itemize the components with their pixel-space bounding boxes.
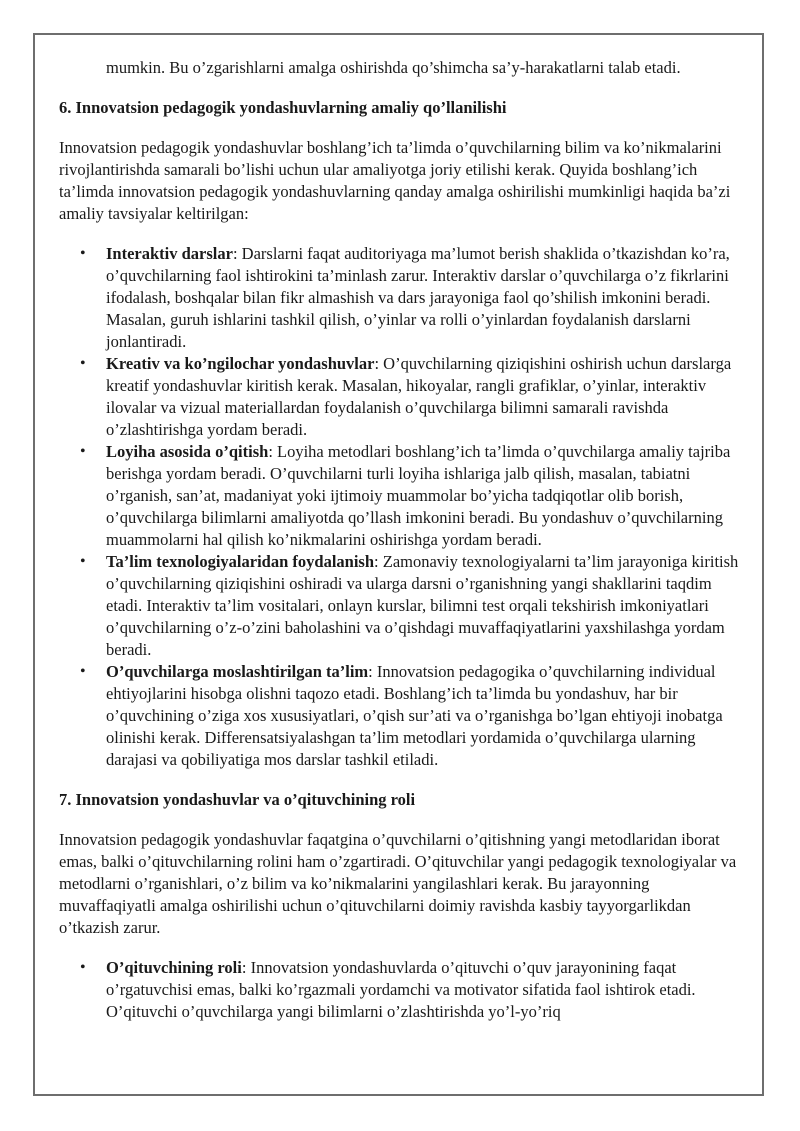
list-item-term: O’quvchilarga moslashtirilgan ta’lim: [106, 662, 369, 681]
section-7-heading: 7. Innovatsion yondashuvlar va o’qituvchining roli: [59, 790, 416, 809]
list-item-term: Interaktiv darslar: [106, 244, 233, 263]
list-item-text: : Innovatsion pedagogika o’quvchilarning individual ehtiyojlarini hisobga olishni taqozo etadi. Boshlang’ich ta’limda bu yondashuv, har bir o’quvchining o’ziga xos xususiyatlari, o’qish sur’ati va o’rganishga bo’lgan ehtiyoji inobatga olinishi kerak. Differensatsiyalashgan ta’lim metodlari yordamida o’quvchilarga ularning darajasi va qobiliyatiga mos darslar tashkil etiladi.: [106, 662, 723, 769]
list-item-text: : Zamonaviy texnologiyalarni ta’lim jarayoniga kiritish o’quvchilarning qiziqishini oshiradi va ularga darsni o’rganishning yangi shakllarini taqdim etadi. Interaktiv ta’lim vositalari, onlayn kurslar, bilimni test orqali tekshirish imkoniyatlari o’quvchilarning o’z-o’zini baholashini va o’qishdagi muvaffaqiyatlarini yaxshilashga yordam beradi.: [106, 552, 739, 659]
list-item: [106, 661, 742, 771]
list-item-term: Loyiha asosida o’qitish: [106, 442, 269, 461]
section-6-list: [59, 243, 742, 771]
section-6-heading: 6. Innovatsion pedagogik yondashuvlarning amaliy qo’llanilishi: [59, 98, 507, 117]
list-item: [106, 441, 742, 551]
list-item-text: : Darslarni faqat auditoriyaga ma’lumot berish shaklida o’tkazishdan ko’ra, o’quvchilarning faol ishtirokini ta’minlash zarur. Interaktiv darslar o’quvchilarga o’z fikrlarini ifodalash, boshqalar bilan fikr almashish va dars jarayoniga faol qo’shilish imkonini beradi. Masalan, guruh ishlarini tashkil qilish, o’yinlar va rolli o’yinlardan foydalanish darslarni jonlantiradi.: [106, 244, 730, 351]
list-item-term: Ta’lim texnologiyalaridan foydalanish: [106, 552, 375, 571]
section-6-intro: Innovatsion pedagogik yondashuvlar boshlang’ich ta’limda o’quvchilarning bilim va ko’nikmalarini rivojlantirishda samarali bo’lishi uchun ular amaliyotga joriy etilishi kerak. Quyida boshlang’ich ta’limda innovatsion pedagogik yondashuvlarning qanday amalga oshirilishi mumkinligi haqida ba’zi amaliy tavsiyalar keltirilgan:: [59, 138, 731, 223]
section-7-intro: Innovatsion pedagogik yondashuvlar faqatgina o’quvchilarni o’qitishning yangi metodlaridan iborat emas, balki o’qituvchilarning rolini ham o’zgartiradi. O’qituvchilar yangi pedagogik texnologiyalar va metodlarni o’rganishlari, o’z bilim va ko’nikmalarini yangilashlari kerak. Bu jarayonning muvaffaqiyatli amalga oshirilishi uchun o’qituvchilarni doimiy ravishda kasbiy tayyorgarlikdan o’tkazish zarur.: [59, 830, 737, 937]
document-body: [59, 57, 742, 1023]
list-item-text: : Loyiha metodlari boshlang’ich ta’limda o’quvchilarga amaliy tajriba berishga yordam beradi. O’quvchilarni turli loyiha ishlariga jalb qilish, masalan, tabiatni o’rganish, san’at, madaniyat yoki ijtimoiy muammolar bo’yicha tadqiqotlar olib borish, o’quvchilarga bilimlarni amaliyotda qo’llash imkonini beradi. Bu yondashuv o’quvchilarning muammolarni hal qilish ko’nikmalarini oshirishga yordam beradi.: [106, 442, 731, 549]
list-item-term: Kreativ va ko’ngilochar yondashuvlar: [106, 354, 375, 373]
list-item-text: : O’quvchilarning qiziqishini oshirish uchun darslarga kreatif yondashuvlar kiritish kerak. Masalan, hikoyalar, rangli grafiklar, o’yinlar, interaktiv ilovalar va vizual materiallardan foydalanish o’quvchilarga bilimni samarali ravishda o’zlashtirishga yordam beradi.: [106, 354, 732, 439]
section-7-list: [59, 957, 742, 1023]
continuation-text: mumkin. Bu o’zgarishlarni amalga oshirishda qo’shimcha sa’y-harakatlarni talab etadi.: [106, 58, 681, 77]
page: [33, 33, 764, 1096]
list-item: [106, 957, 742, 1023]
list-item: [106, 353, 742, 441]
list-item-text: : Innovatsion yondashuvlarda o’qituvchi o’quv jarayonining faqat o’rgatuvchisi emas, balki ko’rgazmali yordamchi va motivator sifatida faol ishtirok etadi. O’qituvchi o’quvchilarga yangi bilimlarni o’zlashtirishda yo’l-yo’riq: [106, 958, 696, 1021]
list-item: [106, 551, 742, 661]
list-item: [106, 243, 742, 353]
list-item-term: O’qituvchining roli: [106, 958, 242, 977]
